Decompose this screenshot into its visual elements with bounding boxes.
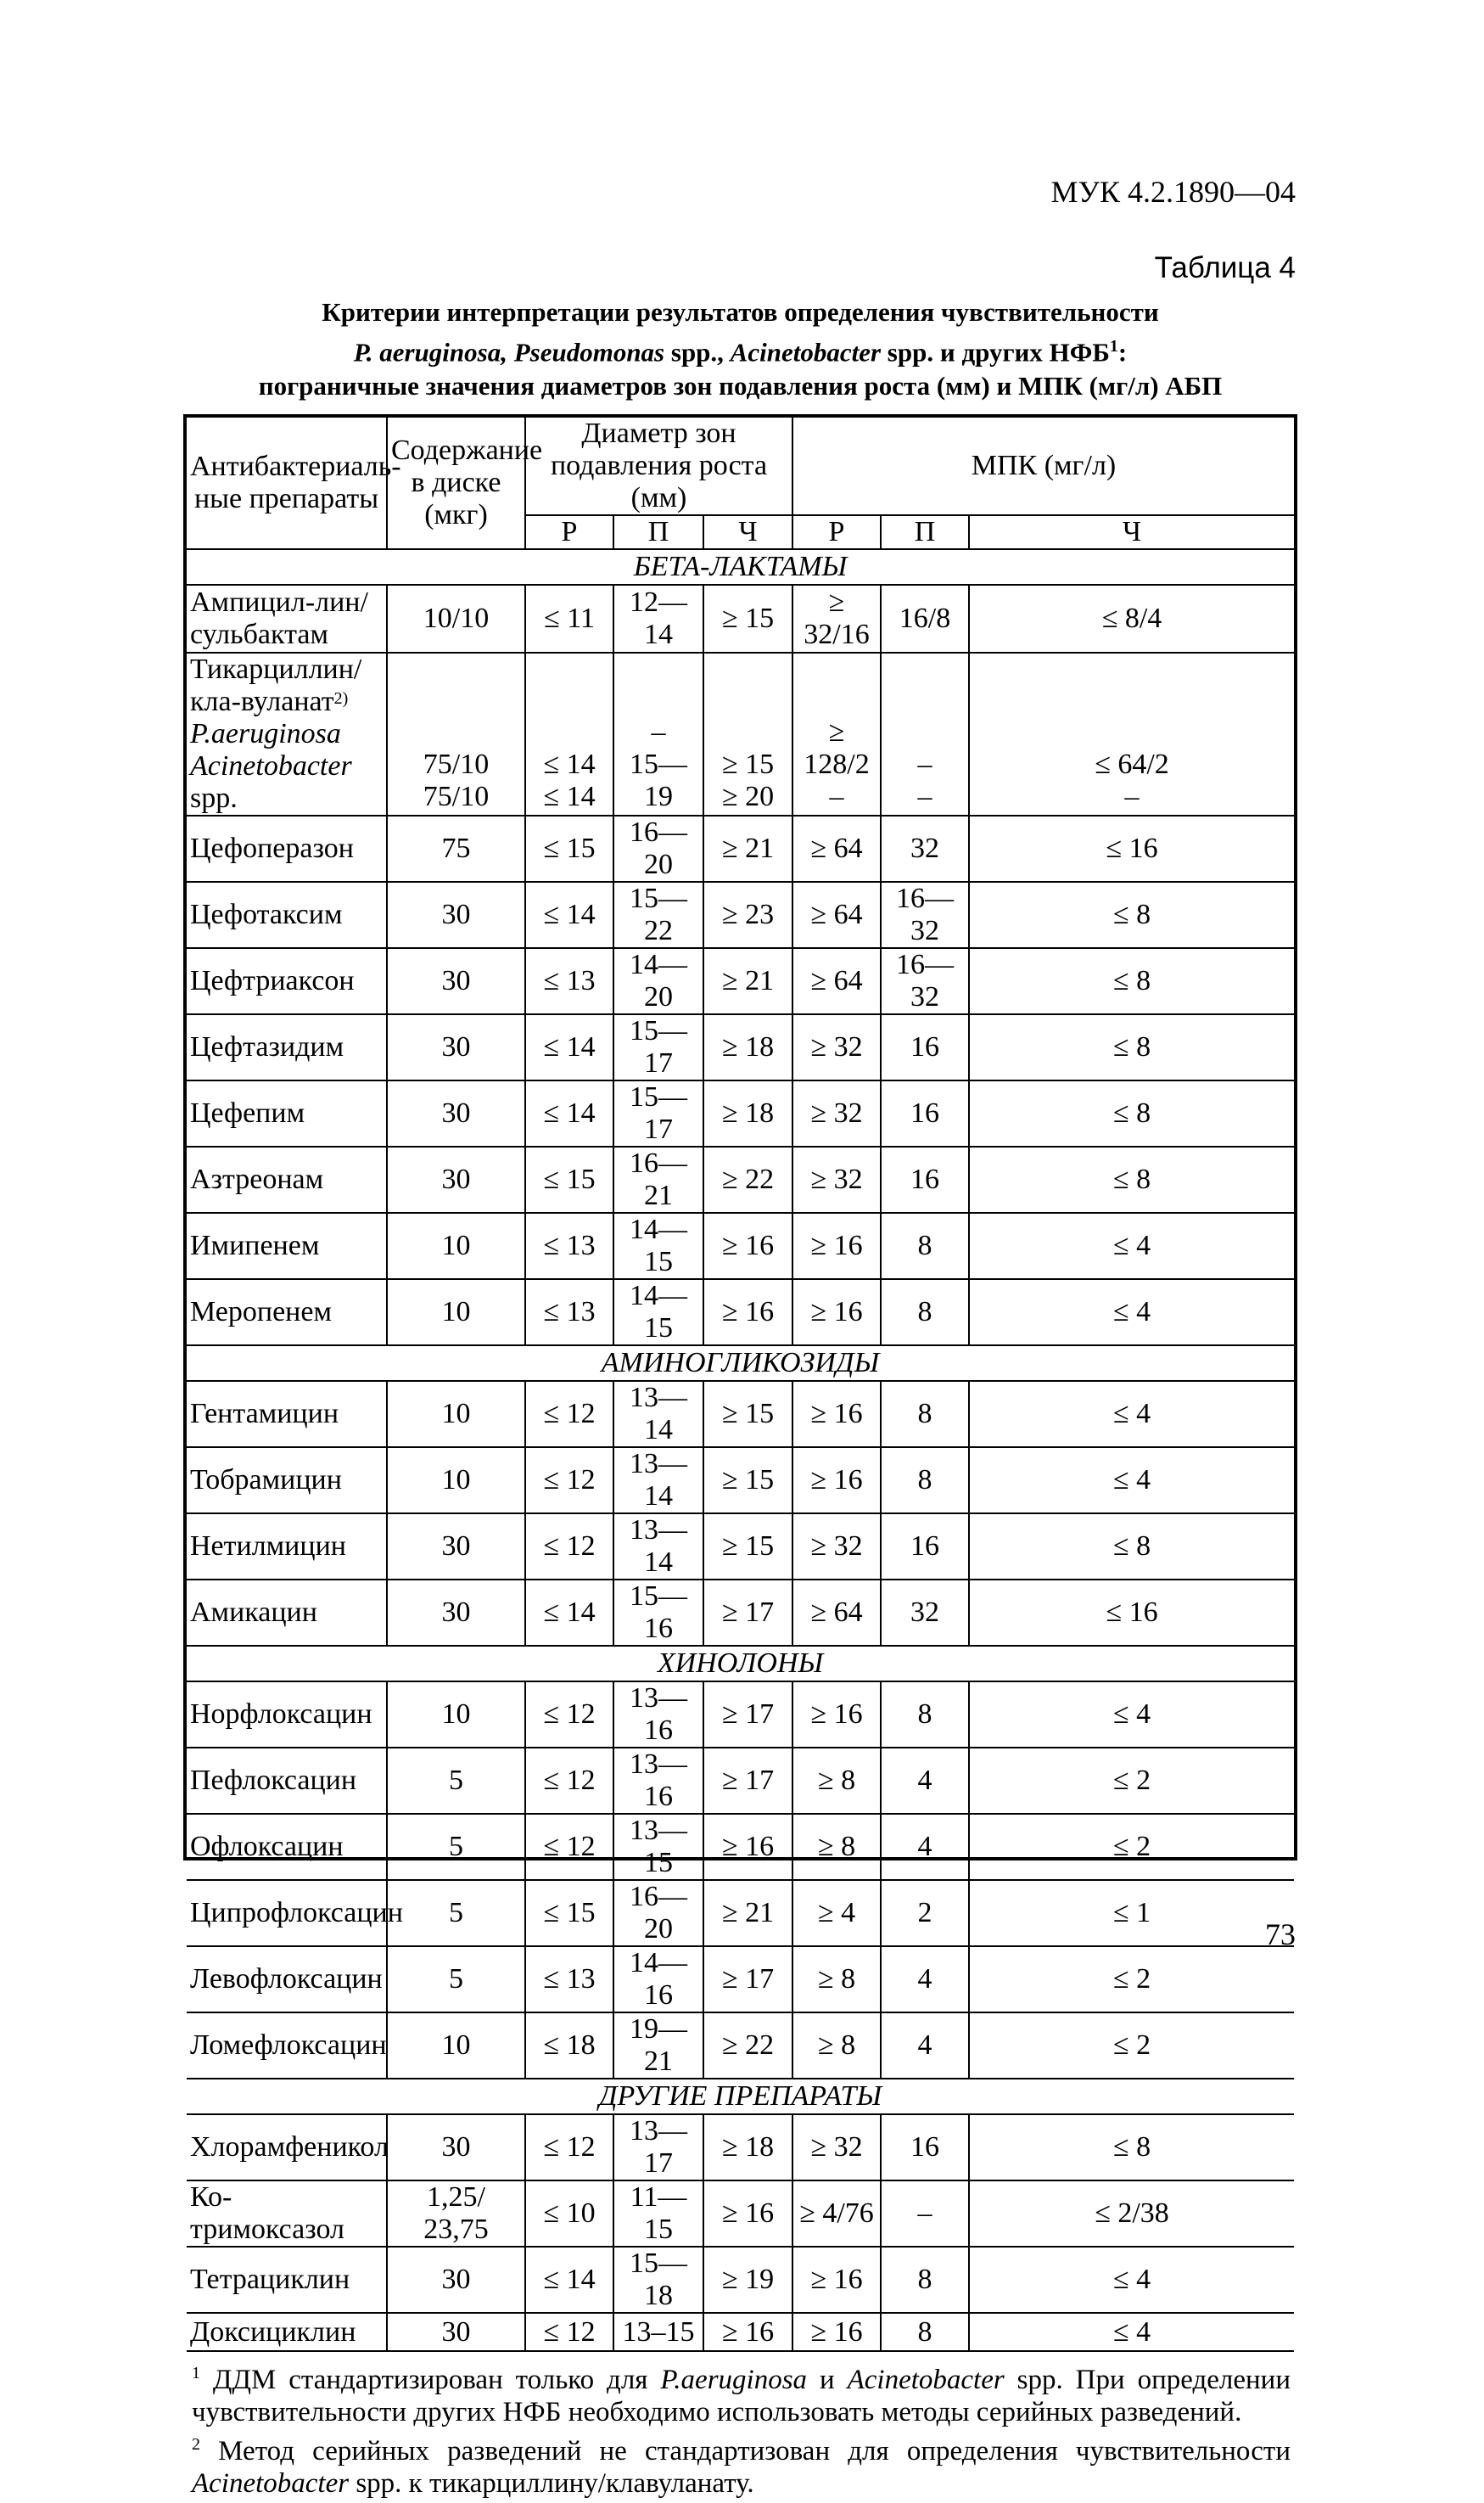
caption-organisms: P. aeruginosa, Pseudomonas (353, 337, 665, 368)
mic-ch: ≤ 4 (969, 2247, 1294, 2313)
footnote-1-organism-1: P.aeruginosa (660, 2365, 808, 2395)
zone-r: ≤ 15 (525, 1147, 613, 1213)
zone-ch: ≥ 17 (703, 1946, 792, 2012)
zone-r: ≤ 12 (525, 1381, 613, 1447)
mic-ch: ≤ 8/4 (969, 585, 1294, 653)
mic-p: 8 (881, 1279, 969, 1345)
mic-r: ≥ 4 (792, 1880, 881, 1946)
page-number: 73 (1265, 1917, 1296, 1951)
header-mic-r: Р (792, 515, 881, 549)
footnotes (187, 2351, 1294, 2503)
value-1: ≤ 14 (543, 749, 596, 780)
drug-name: Гентамицин (187, 1381, 387, 1447)
table-row (187, 2313, 1294, 2351)
disk-content: 5 (387, 1880, 525, 1946)
mic-p: – (881, 2180, 969, 2247)
zone-ch: ≥ 21 (703, 948, 792, 1014)
header-zone-ch: Ч (703, 515, 792, 549)
mic-ch: ≤ 2 (969, 1814, 1294, 1880)
drug-name: Тобрамицин (187, 1447, 387, 1513)
value-1: ≥ 15 (721, 749, 775, 780)
value-1: ≥ 128/2 (804, 716, 870, 780)
zone-ch: ≥ 19 (703, 2247, 792, 2313)
zone-r: ≤ 12 (525, 1681, 613, 1748)
mic-r: ≥ 32 (792, 1147, 881, 1213)
mic-ch: ≤ 4 (969, 1447, 1294, 1513)
drug-name: Амикацин (187, 1580, 387, 1646)
mic-p: 16 (881, 1080, 969, 1147)
ticarcillin-name: Тикарциллин/кла-вуланат (190, 654, 362, 717)
zone-p: 14—20 (613, 948, 703, 1014)
disk-content: 5 (387, 1748, 525, 1814)
zone-p: 15—17 (613, 1080, 703, 1147)
drug-name: Цефоперазон (187, 816, 387, 882)
zone-p: 13—15 (613, 1814, 703, 1880)
disk-content: 30 (387, 1080, 525, 1147)
zone-ch: ≥ 17 (703, 1681, 792, 1748)
mic-p: 32 (881, 1580, 969, 1646)
footnote-2-text-b: spp. к тикарциллину/клавуланату. (349, 2468, 754, 2499)
mic-ch: ≤ 2/38 (969, 2180, 1294, 2247)
drug-name: Ампицил-лин/сульбактам (187, 585, 387, 653)
drug-name: Цефотаксим (187, 882, 387, 948)
footnote-1 (192, 2357, 1291, 2428)
header-zone-diameter: Диаметр зон подавления роста (мм) (525, 418, 792, 515)
disk-content: 30 (387, 1580, 525, 1646)
zone-r: ≤ 14 (525, 1080, 613, 1147)
zone-r: ≤ 15 (525, 1880, 613, 1946)
header-zone-p: П (613, 515, 703, 549)
zone-p: 16—20 (613, 1880, 703, 1946)
zone-p: 14—15 (613, 1279, 703, 1345)
footnote-2-text-a: Метод серийных разведений не стандартизован для определения чувствительности (200, 2436, 1291, 2467)
document-code: МУК 4.2.1890—04 (1050, 175, 1296, 209)
caption-footnote-mark: 1 (1109, 337, 1118, 356)
zone-r: ≤ 13 (525, 1279, 613, 1345)
header-mic: МПК (мг/л) (792, 418, 1294, 515)
caption-spp: spp., (664, 337, 731, 368)
zone-r: ≤ 12 (525, 1748, 613, 1814)
value-2: – (829, 781, 844, 812)
caption-others: spp. и других НФБ (881, 337, 1110, 368)
zone-p: 15—17 (613, 1014, 703, 1080)
mic-p: 8 (881, 1213, 969, 1279)
disk-content: 30 (387, 2114, 525, 2180)
mic-ch: ≤ 8 (969, 1513, 1294, 1580)
table-row (187, 1381, 1294, 1447)
mic-p: 4 (881, 1946, 969, 2012)
table-row (187, 2247, 1294, 2313)
disk-content: 5 (387, 1814, 525, 1880)
drug-name: Офлоксацин (187, 1814, 387, 1880)
organism-pseudomonas: P.aeruginosa (190, 718, 341, 749)
footnote-1-text-a: ДДМ стандартизирован только для (200, 2365, 661, 2395)
zone-p: 11—15 (613, 2180, 703, 2247)
organism-spp: spp. (190, 783, 238, 814)
disk-content: 10 (387, 1381, 525, 1447)
caption-acinetobacter: Acinetobacter (730, 337, 882, 368)
disk-content: 30 (387, 1014, 525, 1080)
mic-ch: ≤ 8 (969, 1147, 1294, 1213)
footnote-1-text-c: spp. При определении чувствительности других НФБ необходимо использовать методы серийных разведений. (192, 2365, 1291, 2427)
value-2: ≥ 20 (721, 781, 775, 812)
disk-content: 10 (387, 1279, 525, 1345)
disk-content: 30 (387, 2247, 525, 2313)
ticarcillin-footnote-mark: 2) (333, 689, 349, 708)
zone-r: ≤ 14 (525, 1014, 613, 1080)
zone-ch: ≥ 17 (703, 1748, 792, 1814)
zone-r: ≤ 12 (525, 1447, 613, 1513)
zone-r: ≤ 14 (525, 1580, 613, 1646)
mic-r: ≥ 16 (792, 1381, 881, 1447)
zone-p: 19—21 (613, 2012, 703, 2079)
zone-ch: ≥ 22 (703, 1147, 792, 1213)
table-row (187, 882, 1294, 948)
mic-ch: ≤ 2 (969, 2012, 1294, 2079)
table-row (187, 1814, 1294, 1880)
zone-ch: ≥ 16 (703, 1814, 792, 1880)
disk-content: 75 (387, 816, 525, 882)
drug-name (187, 653, 387, 816)
zone-r: ≤ 13 (525, 1213, 613, 1279)
table-row (187, 1946, 1294, 2012)
table-row (187, 1014, 1294, 1080)
section-title: ХИНОЛОНЫ (187, 1646, 1294, 1681)
disk-content: 30 (387, 948, 525, 1014)
table-row (187, 1513, 1294, 1580)
zone-ch: ≥ 16 (703, 2180, 792, 2247)
section-other-drugs (187, 2079, 1294, 2114)
footnote-1-organism-2: Acinetobacter (847, 2365, 1005, 2395)
table-caption (183, 295, 1297, 403)
table-row (187, 1080, 1294, 1147)
mic-r: ≥ 64 (792, 1580, 881, 1646)
drug-name: Ципрофлоксацин (187, 1880, 387, 1946)
zone-p: 13—17 (613, 2114, 703, 2180)
zone-ch: ≥ 18 (703, 2114, 792, 2180)
mic-r: ≥ 16 (792, 1447, 881, 1513)
table-row (187, 1213, 1294, 1279)
zone-r: ≤ 18 (525, 2012, 613, 2079)
zone-ch: ≥ 15 (703, 1381, 792, 1447)
mic-r: ≥ 8 (792, 1748, 881, 1814)
mic-ch: ≤ 16 (969, 816, 1294, 882)
mic-r (792, 653, 881, 816)
mic-r: ≥ 32/16 (792, 585, 881, 653)
criteria-table (187, 418, 1294, 2503)
mic-r: ≥ 8 (792, 1946, 881, 2012)
section-quinolones (187, 1646, 1294, 1681)
mic-p: 8 (881, 2313, 969, 2351)
table-row (187, 2114, 1294, 2180)
zone-ch: ≥ 17 (703, 1580, 792, 1646)
mic-r: ≥ 16 (792, 1279, 881, 1345)
footnote-2-organism: Acinetobacter (192, 2468, 350, 2499)
zone-r: ≤ 12 (525, 1814, 613, 1880)
mic-p: 8 (881, 1447, 969, 1513)
disk-content (387, 653, 525, 816)
zone-ch: ≥ 22 (703, 2012, 792, 2079)
zone-p: 16—20 (613, 816, 703, 882)
table-row (187, 2012, 1294, 2079)
zone-r: ≤ 14 (525, 882, 613, 948)
mic-p: 16 (881, 2114, 969, 2180)
mic-p: 16—32 (881, 882, 969, 948)
value-2: – (1124, 781, 1140, 812)
value-1: ≤ 64/2 (1095, 749, 1169, 780)
table-row (187, 816, 1294, 882)
zone-ch: ≥ 23 (703, 882, 792, 948)
mic-ch: ≤ 2 (969, 1748, 1294, 1814)
zone-p (613, 653, 703, 816)
disk-content: 30 (387, 2313, 525, 2351)
zone-p: 13—14 (613, 1513, 703, 1580)
mic-r: ≥ 4/76 (792, 2180, 881, 2247)
header-drug: Антибактериаль-ные препараты (187, 418, 387, 549)
value-1: – (917, 749, 932, 780)
value-1: 75/10 (423, 749, 490, 780)
zone-p: 15—16 (613, 1580, 703, 1646)
drug-name: Цефтазидим (187, 1014, 387, 1080)
mic-r: ≥ 16 (792, 2313, 881, 2351)
section-beta-lactams (187, 549, 1294, 585)
zone-ch: ≥ 15 (703, 1513, 792, 1580)
mic-r: ≥ 8 (792, 2012, 881, 2079)
mic-p: 32 (881, 816, 969, 882)
value-2: 75/10 (423, 781, 490, 812)
footnote-2 (192, 2428, 1291, 2500)
mic-r: ≥ 32 (792, 1014, 881, 1080)
mic-ch: ≤ 1 (969, 1880, 1294, 1946)
value-2: 15—19 (630, 749, 687, 812)
zone-p: 13—14 (613, 1381, 703, 1447)
zone-p: 14—16 (613, 1946, 703, 2012)
mic-p: 16 (881, 1014, 969, 1080)
drug-name: Левофлоксацин (187, 1946, 387, 2012)
zone-p: 13–15 (613, 2313, 703, 2351)
zone-ch: ≥ 16 (703, 1279, 792, 1345)
zone-r: ≤ 15 (525, 816, 613, 882)
zone-ch: ≥ 15 (703, 1447, 792, 1513)
criteria-table-body (187, 418, 1294, 2503)
table-row (187, 1147, 1294, 1213)
table-row (187, 653, 1294, 816)
section-title: АМИНОГЛИКОЗИДЫ (187, 1345, 1294, 1381)
table-row (187, 1748, 1294, 1814)
disk-content: 10 (387, 1213, 525, 1279)
organism-acinetobacter: Acinetobacter (190, 750, 352, 782)
zone-r: ≤ 13 (525, 1946, 613, 2012)
value-2: ≤ 14 (543, 781, 596, 812)
section-aminoglycosides (187, 1345, 1294, 1381)
mic-p: 4 (881, 1814, 969, 1880)
drug-name: Пефлоксацин (187, 1748, 387, 1814)
zone-r: ≤ 12 (525, 2313, 613, 2351)
header-disk-content: Содержание в диске (мкг) (387, 418, 525, 549)
zone-p: 13—14 (613, 1447, 703, 1513)
disk-content: 1,25/ 23,75 (387, 2180, 525, 2247)
mic-p: 16 (881, 1147, 969, 1213)
value-2: – (917, 781, 932, 812)
mic-p: 16/8 (881, 585, 969, 653)
zone-ch: ≥ 18 (703, 1014, 792, 1080)
zone-ch: ≥ 16 (703, 1213, 792, 1279)
drug-name: Доксициклин (187, 2313, 387, 2351)
mic-ch: ≤ 8 (969, 1014, 1294, 1080)
drug-name: Тетрациклин (187, 2247, 387, 2313)
table-row (187, 1880, 1294, 1946)
mic-ch: ≤ 8 (969, 2114, 1294, 2180)
caption-colon: : (1117, 337, 1128, 368)
mic-ch: ≤ 4 (969, 1213, 1294, 1279)
table-row (187, 1681, 1294, 1748)
drug-name: Цефепим (187, 1080, 387, 1147)
table-number: Таблица 4 (1154, 251, 1296, 284)
zone-p: 12—14 (613, 585, 703, 653)
mic-p: 4 (881, 2012, 969, 2079)
drug-name: Цефтриаксон (187, 948, 387, 1014)
mic-r: ≥ 32 (792, 1080, 881, 1147)
zone-p: 15—22 (613, 882, 703, 948)
disk-content: 30 (387, 882, 525, 948)
header-mic-ch: Ч (969, 515, 1294, 549)
caption-line-2 (183, 329, 1297, 369)
disk-content: 10 (387, 1447, 525, 1513)
mic-r: ≥ 16 (792, 1213, 881, 1279)
mic-r: ≥ 16 (792, 1681, 881, 1748)
table-row (187, 585, 1294, 653)
footnote-1-mark: 1 (192, 2364, 200, 2382)
mic-ch: ≤ 2 (969, 1946, 1294, 2012)
zone-r (525, 653, 613, 816)
zone-p: 15—18 (613, 2247, 703, 2313)
mic-ch: ≤ 4 (969, 1381, 1294, 1447)
disk-content: 10 (387, 2012, 525, 2079)
zone-ch: ≥ 18 (703, 1080, 792, 1147)
drug-name: Норфлоксацин (187, 1681, 387, 1748)
mic-r: ≥ 64 (792, 948, 881, 1014)
header-mic-p: П (881, 515, 969, 549)
zone-ch: ≥ 21 (703, 816, 792, 882)
table-row (187, 1447, 1294, 1513)
value-1: – (651, 716, 666, 748)
drug-name: Ко-тримоксазол (187, 2180, 387, 2247)
mic-p: 8 (881, 1381, 969, 1447)
drug-name: Хлорамфеникол (187, 2114, 387, 2180)
zone-r: ≤ 14 (525, 2247, 613, 2313)
mic-ch (969, 653, 1294, 816)
mic-r: ≥ 64 (792, 882, 881, 948)
zone-ch: ≥ 21 (703, 1880, 792, 1946)
disk-content: 30 (387, 1147, 525, 1213)
mic-p: 16—32 (881, 948, 969, 1014)
zone-p: 13—16 (613, 1681, 703, 1748)
footnote-2-mark: 2 (192, 2435, 200, 2454)
footnotes-row (187, 2351, 1294, 2503)
mic-r: ≥ 64 (792, 816, 881, 882)
caption-line-3: пограничные значения диаметров зон подавления роста (мм) и МПК (мг/л) АБП (258, 371, 1223, 401)
mic-ch: ≤ 8 (969, 1080, 1294, 1147)
footnote-1-text-b: и (807, 2365, 848, 2395)
header-row-1 (187, 418, 1294, 515)
drug-name: Меропенем (187, 1279, 387, 1345)
mic-p: 8 (881, 1681, 969, 1748)
mic-r: ≥ 16 (792, 2247, 881, 2313)
zone-p: 16—21 (613, 1147, 703, 1213)
zone-p: 13—16 (613, 1748, 703, 1814)
mic-p: 8 (881, 2247, 969, 2313)
disk-content: 10 (387, 1681, 525, 1748)
mic-ch: ≤ 4 (969, 1279, 1294, 1345)
mic-r: ≥ 32 (792, 1513, 881, 1580)
table-row (187, 2180, 1294, 2247)
zone-ch (703, 653, 792, 816)
table-row (187, 1580, 1294, 1646)
zone-ch: ≥ 16 (703, 2313, 792, 2351)
mic-ch: ≤ 8 (969, 882, 1294, 948)
mic-p: 2 (881, 1880, 969, 1946)
zone-r: ≤ 11 (525, 585, 613, 653)
drug-name: Нетилмицин (187, 1513, 387, 1580)
section-title: ДРУГИЕ ПРЕПАРАТЫ (187, 2079, 1294, 2114)
drug-name: Имипенем (187, 1213, 387, 1279)
disk-content: 30 (387, 1513, 525, 1580)
drug-name: Ломефлоксацин (187, 2012, 387, 2079)
header-zone-r: Р (525, 515, 613, 549)
zone-r: ≤ 13 (525, 948, 613, 1014)
disk-content: 5 (387, 1946, 525, 2012)
zone-p: 14—15 (613, 1213, 703, 1279)
mic-p: 16 (881, 1513, 969, 1580)
zone-r: ≤ 12 (525, 2114, 613, 2180)
mic-r: ≥ 8 (792, 1814, 881, 1880)
mic-ch: ≤ 4 (969, 1681, 1294, 1748)
zone-ch: ≥ 15 (703, 585, 792, 653)
section-title: БЕТА-ЛАКТАМЫ (187, 549, 1294, 585)
caption-line-1: Критерии интерпретации результатов определения чувствительности (322, 297, 1159, 327)
mic-p (881, 653, 969, 816)
drug-name: Азтреонам (187, 1147, 387, 1213)
mic-ch: ≤ 4 (969, 2313, 1294, 2351)
mic-p: 4 (881, 1748, 969, 1814)
table-row (187, 1279, 1294, 1345)
disk-content: 10/10 (387, 585, 525, 653)
table-row (187, 948, 1294, 1014)
zone-r: ≤ 10 (525, 2180, 613, 2247)
zone-r: ≤ 12 (525, 1513, 613, 1580)
mic-ch: ≤ 16 (969, 1580, 1294, 1646)
mic-ch: ≤ 8 (969, 948, 1294, 1014)
mic-r: ≥ 32 (792, 2114, 881, 2180)
